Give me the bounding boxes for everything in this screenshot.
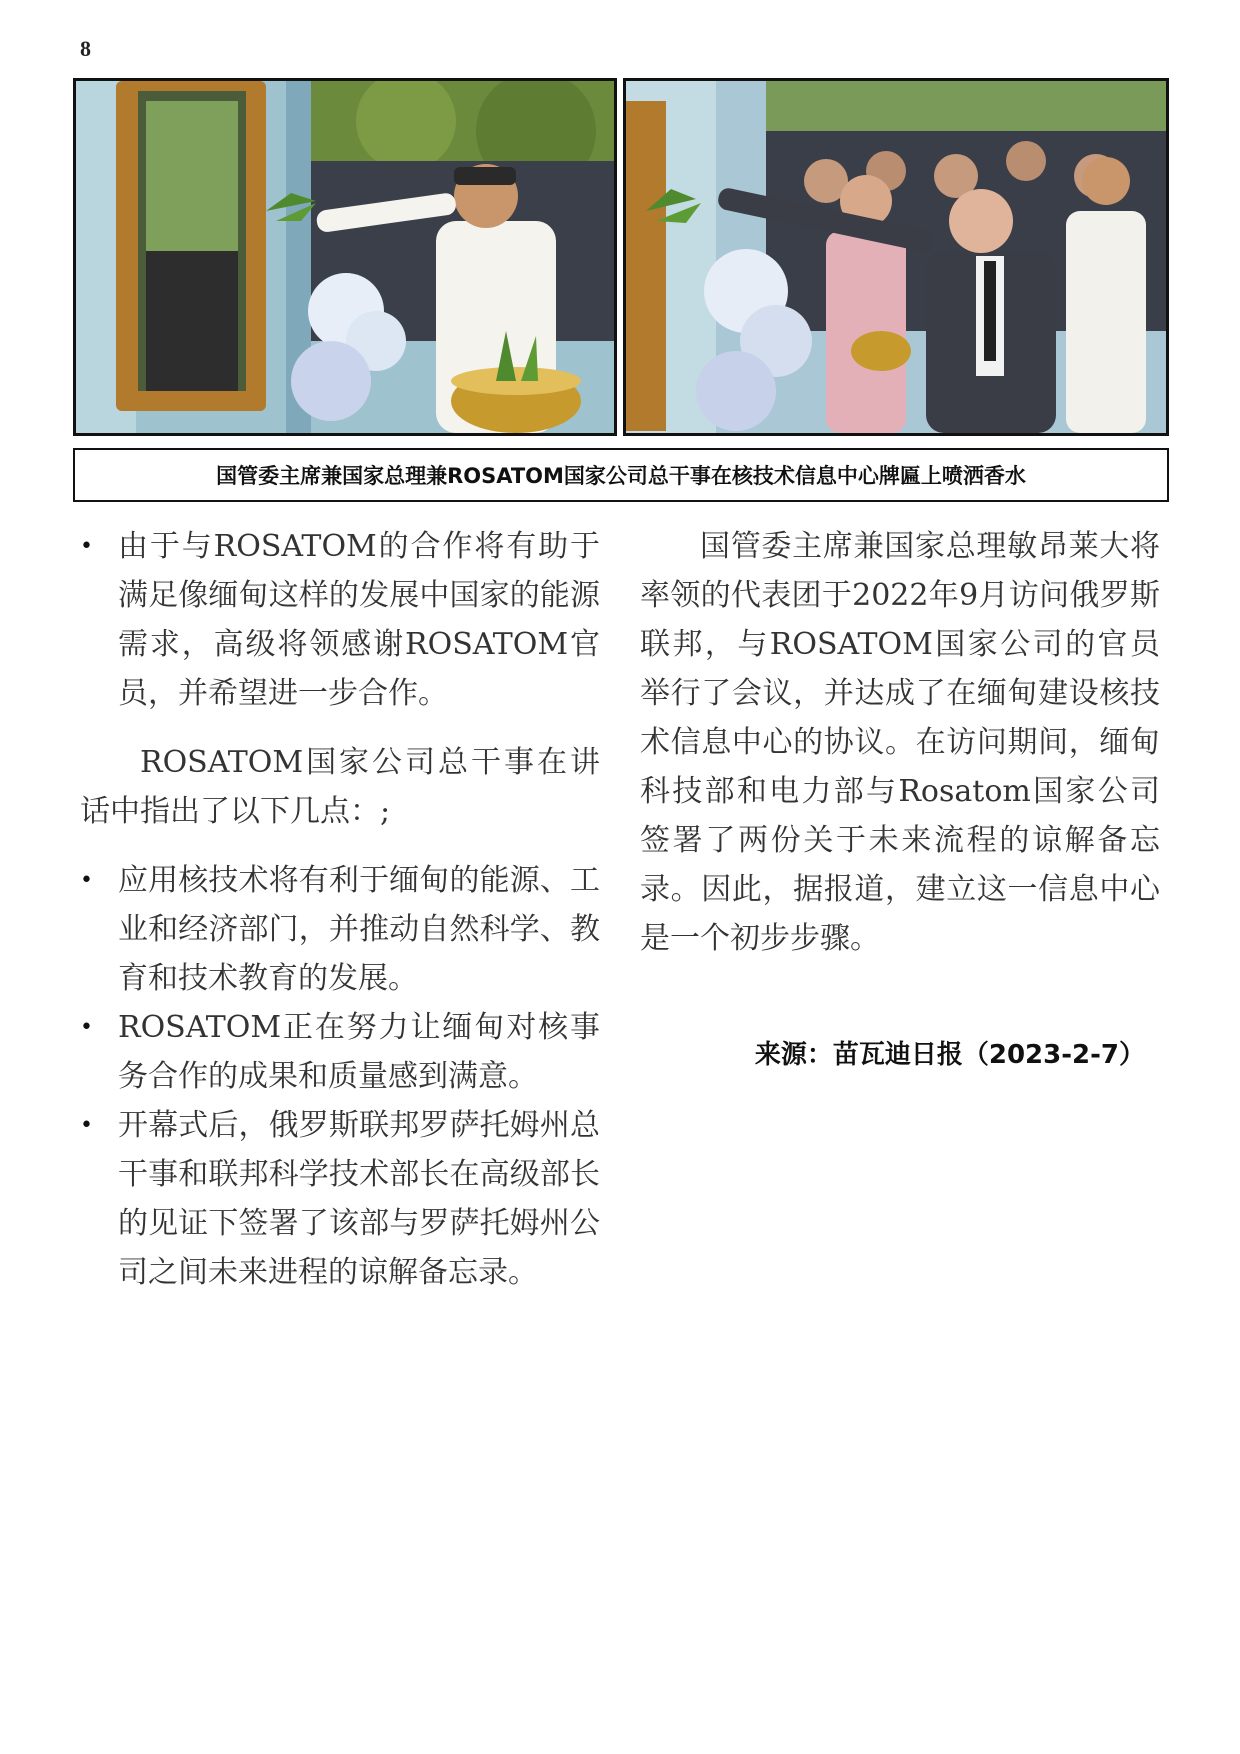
right-column <box>640 522 1160 963</box>
photo-caption: 国管委主席兼国家总理兼ROSATOM国家公司总干事在核技术信息中心牌匾上喷洒香水 <box>73 448 1169 502</box>
bullet-item: • 开幕式后，俄罗斯联邦罗萨托姆州总干事和联邦科学技术部长在高级部长的见证下签署了该部与罗萨托姆州公司之间未来进程的谅解备忘录。 <box>80 1101 600 1297</box>
bullet-item: • 由于与ROSATOM的合作将有助于满足像缅甸这样的发展中国家的能源需求，高级将领感谢ROSATOM官员，并希望进一步合作。 <box>80 522 600 718</box>
photo-right-image <box>626 81 1166 433</box>
photo-left <box>73 78 617 436</box>
source-citation: 来源：苗瓦迪日报（2023-2-7） <box>754 1040 1145 1070</box>
body-paragraph: ROSATOM国家公司总干事在讲话中指出了以下几点：; <box>80 745 600 829</box>
left-column <box>80 522 600 1297</box>
page-number: 8 <box>80 36 91 61</box>
bullet-item: • ROSATOM正在努力让缅甸对核事务合作的成果和质量感到满意。 <box>80 1003 600 1101</box>
bullet-item: • 应用核技术将有利于缅甸的能源、工业和经济部门，并推动自然科学、教育和技术教育的发展。 <box>80 856 600 1003</box>
body-paragraph: 国管委主席兼国家总理敏昂莱大将率领的代表团于2022年9月访问俄罗斯联邦，与ROSATOM国家公司的官员举行了会议，并达成了在缅甸建设核技术信息中心的协议。在访问期间，缅甸科技部和电力部与Rosatom国家公司签署了两份关于未来流程的谅解备忘录。因此，据报道，建立这一信息中心是一个初步步骤。 <box>640 529 1160 956</box>
photo-left-image <box>76 81 614 433</box>
photo-right <box>623 78 1169 436</box>
